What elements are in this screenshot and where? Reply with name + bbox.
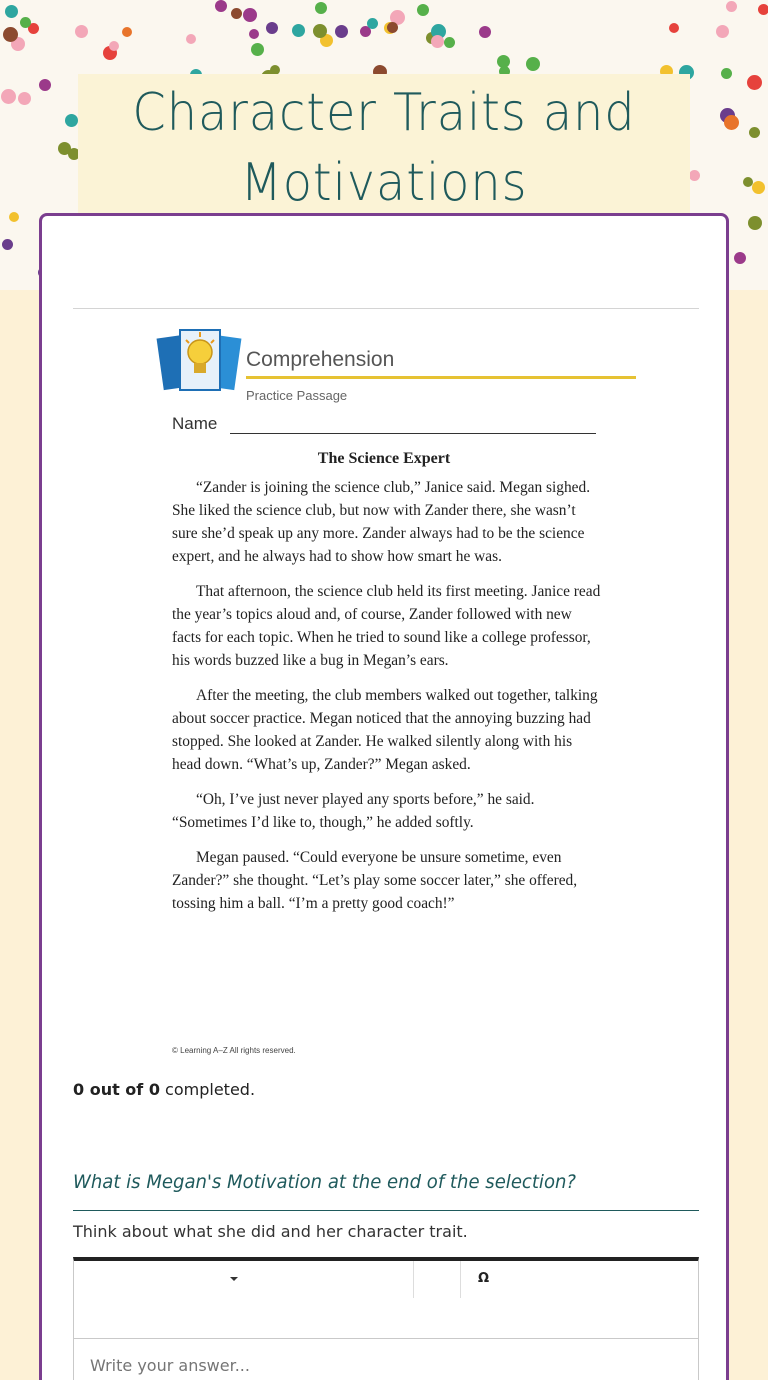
- polka-dot: [758, 4, 768, 15]
- polka-dot: [3, 27, 18, 42]
- polka-dot: [18, 92, 31, 105]
- polka-dot: [417, 4, 429, 16]
- polka-dot: [734, 252, 746, 264]
- polka-dot: [292, 24, 305, 37]
- passage-title: The Science Expert: [317, 450, 451, 467]
- polka-dot: [9, 212, 19, 222]
- polka-dot: [1, 89, 16, 104]
- passage-paragraph: That afternoon, the science club held its first meeting. Janice read the year’s topics aloud and, of course, Zander followed with new facts for each topic. When he tried to sound like a college professor, his words buzzed like a bug in Megan’s ears.: [172, 583, 601, 669]
- polka-dot: [186, 34, 196, 44]
- polka-dot: [243, 8, 257, 22]
- worksheet-subheading: Practice Passage: [246, 388, 348, 403]
- format-dropdown[interactable]: [74, 1261, 414, 1298]
- polka-dot: [497, 55, 510, 68]
- worksheet-card: [39, 213, 729, 1380]
- divider: [73, 308, 699, 309]
- polka-dot: [749, 127, 760, 138]
- polka-dot: [215, 0, 227, 12]
- polka-dot: [335, 25, 348, 38]
- polka-dot: [748, 216, 762, 230]
- answer-input[interactable]: [90, 1356, 670, 1375]
- polka-dot: [39, 79, 51, 91]
- polka-dot: [20, 17, 31, 28]
- worksheet-image: [154, 326, 654, 1066]
- title-box: [78, 74, 690, 224]
- polka-dot: [313, 24, 327, 38]
- polka-dot: [249, 29, 259, 39]
- toolbar-button[interactable]: [414, 1261, 461, 1298]
- special-character-button[interactable]: Ω: [478, 1271, 490, 1286]
- polka-dot: [724, 115, 739, 130]
- chevron-down-icon: [230, 1277, 238, 1281]
- question-prompt: What is Megan's Motivation at the end of the selection?: [73, 1171, 577, 1193]
- polka-dot: [75, 25, 88, 38]
- lightbulb-book-icon: [154, 326, 244, 400]
- polka-dot: [479, 26, 491, 38]
- polka-dot: [669, 23, 679, 33]
- polka-dot: [122, 27, 132, 37]
- polka-dot: [726, 1, 737, 12]
- passage-paragraph: “Zander is joining the science club,” Janice said. Megan sighed. She liked the science club, but now with Zander there, she wasn’t sure she’d speak up any more. Zander always had to be the science expert, and he always had to show how smart he was.: [172, 479, 591, 565]
- progress-status: [73, 1080, 255, 1099]
- passage-paragraph: “Oh, I’ve just never played any sports before,” he said. “Sometimes I’d like to, though,” he added softly.: [172, 791, 535, 831]
- polka-dot: [266, 22, 278, 34]
- progress-count: 0 out of 0: [73, 1080, 160, 1099]
- question-hint: Think about what she did and her character trait.: [73, 1222, 468, 1241]
- polka-dot: [251, 43, 264, 56]
- question-divider: [73, 1210, 699, 1211]
- editor-toolbar: [74, 1261, 698, 1298]
- heading-underline: [246, 376, 636, 379]
- polka-dot: [743, 177, 753, 187]
- polka-dot: [747, 75, 762, 90]
- worksheet-heading: Comprehension: [246, 348, 395, 371]
- editor-divider: [74, 1338, 698, 1339]
- polka-dot: [721, 68, 732, 79]
- passage-paragraph: Megan paused. “Could everyone be unsure sometime, even Zander?” she thought. “Let’s play some soccer later,” she offered, tossing him a ball. “I’m a pretty good coach!”: [172, 849, 578, 912]
- polka-dot: [752, 181, 765, 194]
- polka-dot: [526, 57, 540, 71]
- passage-paragraph: After the meeting, the club members walked out together, talking about soccer practice. Megan noticed that the annoying buzzing had stopped. She looked at Zander. He walked silently along with his head down. “What’s up, Zander?” Megan asked.: [172, 687, 598, 773]
- copyright-notice: © Learning A–Z All rights reserved.: [172, 1046, 296, 1055]
- polka-dot: [431, 35, 444, 48]
- polka-dot: [5, 5, 18, 18]
- answer-editor: [73, 1257, 699, 1380]
- polka-dot: [109, 41, 119, 51]
- page-title: Character Traits and Motivations: [132, 83, 636, 213]
- polka-dot: [315, 2, 327, 14]
- progress-suffix: completed.: [159, 1080, 256, 1099]
- polka-dot: [444, 37, 455, 48]
- name-line: [230, 433, 596, 434]
- polka-dot: [367, 18, 378, 29]
- polka-dot: [716, 25, 729, 38]
- polka-dot: [2, 239, 13, 250]
- polka-dot: [65, 114, 78, 127]
- polka-dot: [387, 22, 398, 33]
- polka-dot: [231, 8, 242, 19]
- passage-text: [172, 476, 604, 927]
- name-label: Name: [172, 414, 218, 433]
- polka-dot: [689, 170, 700, 181]
